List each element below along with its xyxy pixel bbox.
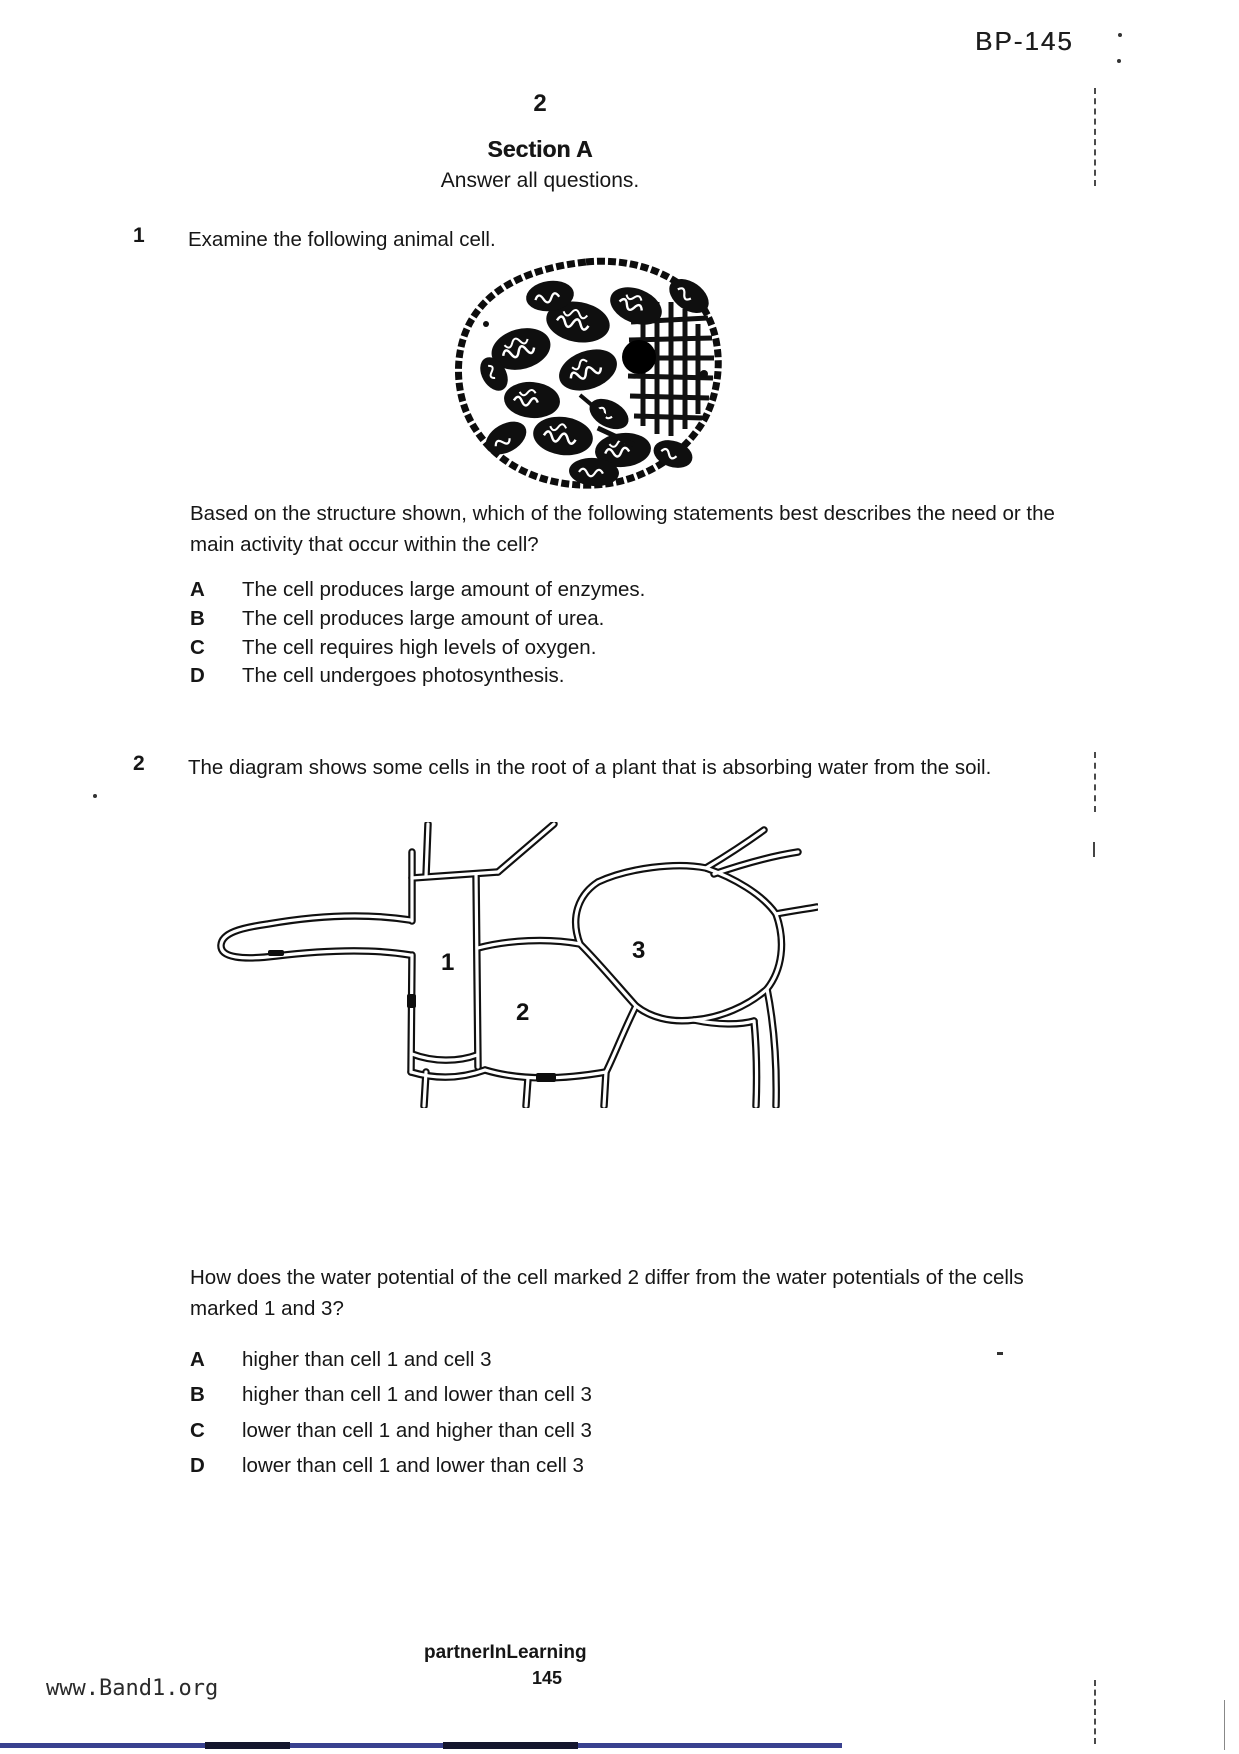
option-letter: C <box>190 635 205 659</box>
section-instruction: Answer all questions. <box>440 169 640 192</box>
page-number: 2 <box>533 90 547 117</box>
option-letter: A <box>190 1348 205 1371</box>
footer-brand: partnerInLearning <box>424 1642 587 1663</box>
option-letter: D <box>190 1454 205 1478</box>
margin-artifact <box>1117 59 1121 63</box>
margin-artifact <box>1094 752 1096 812</box>
cell-3-label: 3 <box>632 937 646 964</box>
margin-artifact <box>1118 33 1122 37</box>
option-letter: B <box>190 606 205 630</box>
question-2-text: The diagram shows some cells in the root of a plant that is absorbing water from the soil. <box>188 756 992 779</box>
question-1-text: Examine the following animal cell. <box>188 228 496 251</box>
question-2-options <box>190 1348 592 1490</box>
option-row <box>190 664 645 693</box>
document-code: BP-145 <box>975 26 1074 56</box>
animal-cell-figure <box>446 254 726 490</box>
bar-dark-segment <box>443 1742 578 1749</box>
option-text: The cell produces large amount of urea. <box>242 606 605 630</box>
option-text: higher than cell 1 and lower than cell 3 <box>242 1383 592 1407</box>
option-text: The cell requires high levels of oxygen. <box>242 635 597 659</box>
question-1-options <box>190 578 645 693</box>
option-row <box>190 578 645 607</box>
question-1-number: 1 <box>133 224 145 247</box>
cell-1-label: 1 <box>441 949 455 976</box>
option-row <box>190 607 645 636</box>
option-letter: D <box>190 664 205 688</box>
bottom-scan-bar <box>0 1743 842 1748</box>
section-title: Section A <box>487 136 593 162</box>
plant-root-cells-figure <box>198 822 818 1108</box>
option-row <box>190 636 645 665</box>
cell-2-label: 2 <box>516 999 530 1026</box>
nucleolus <box>622 340 656 374</box>
question-2-number: 2 <box>133 752 145 775</box>
option-text: The cell undergoes photosynthesis. <box>242 664 565 688</box>
option-text: higher than cell 1 and cell 3 <box>242 1348 492 1371</box>
bar-dark-segment <box>205 1742 290 1749</box>
option-letter: C <box>190 1418 205 1442</box>
option-letter: A <box>190 578 205 601</box>
margin-artifact <box>1094 1680 1096 1744</box>
option-letter: B <box>190 1383 205 1407</box>
footer-page-ref: 145 <box>532 1668 563 1688</box>
margin-artifact <box>1094 88 1096 186</box>
option-row <box>190 1419 592 1454</box>
question-2-stem: How does the water potential of the cell marked 2 differ from the water potentials of the cells marked 1 and 3? <box>190 1266 1024 1320</box>
option-row <box>190 1348 592 1383</box>
margin-artifact <box>997 1352 1003 1355</box>
option-row <box>190 1383 592 1418</box>
option-text: The cell produces large amount of enzymes. <box>242 578 646 601</box>
option-text: lower than cell 1 and lower than cell 3 <box>242 1454 584 1478</box>
question-1-stem: Based on the structure shown, which of the following statements best describes the need or the main activity that occur within the cell? <box>190 502 1055 556</box>
margin-artifact <box>1224 1700 1225 1750</box>
option-text: lower than cell 1 and higher than cell 3 <box>242 1418 592 1442</box>
margin-artifact <box>1093 842 1095 857</box>
option-row <box>190 1454 592 1489</box>
watermark-url: www.Band1.org <box>46 1676 219 1701</box>
margin-artifact <box>93 794 97 798</box>
